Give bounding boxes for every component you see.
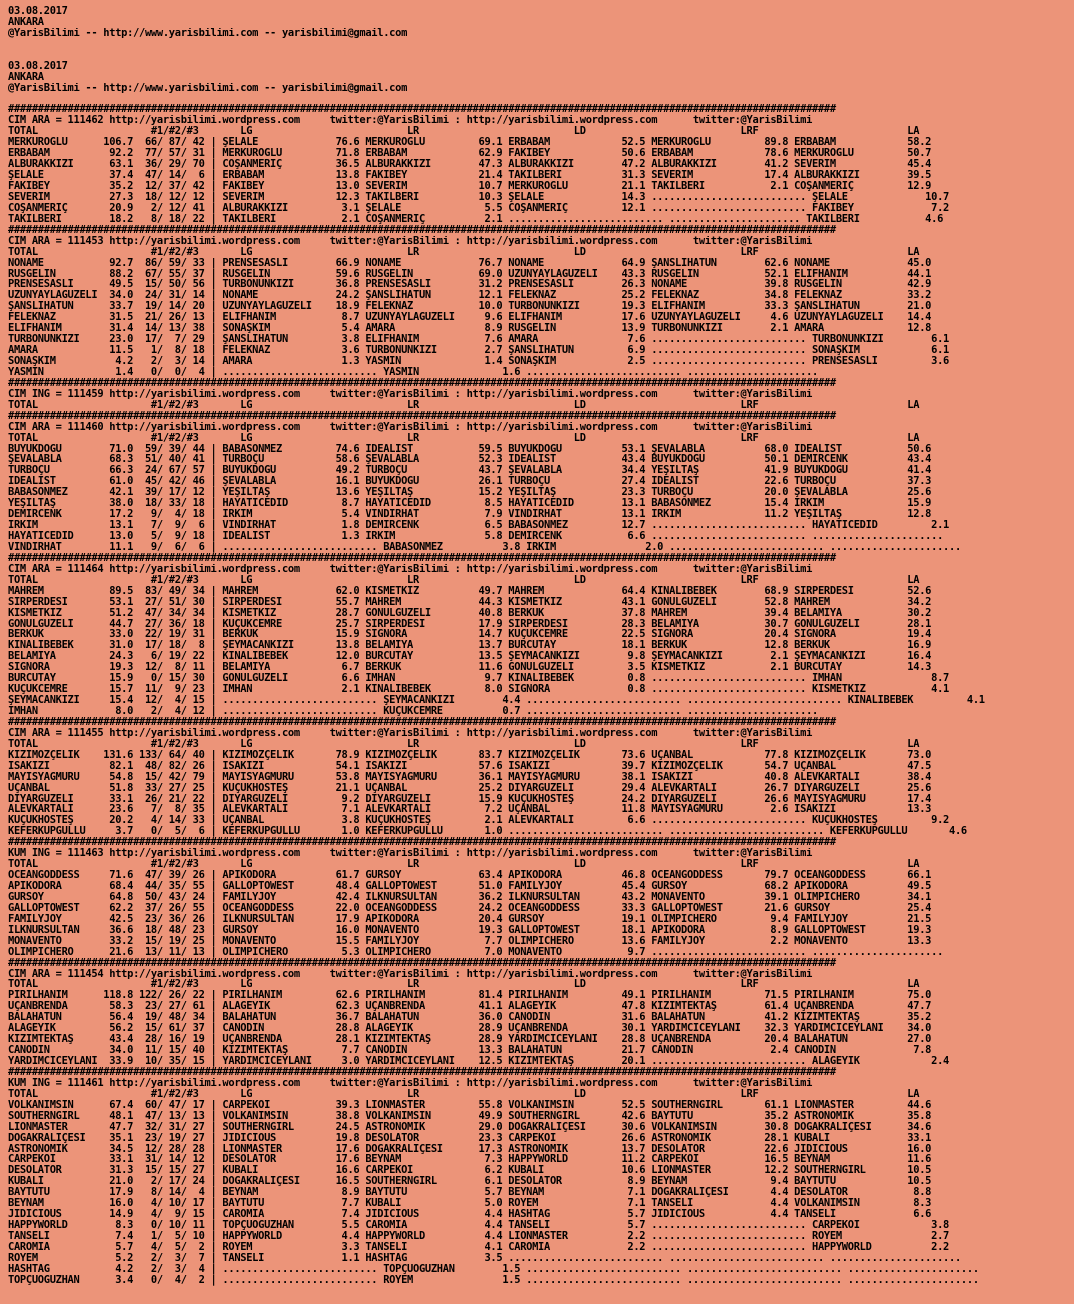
text-line: BUYUKDOĞU 71.0 59/ 39/ 44 | BABASÖNMEZ 74.6 İDEALİST 59.5 BUYUKDOĞU 53.1 ŞEVALABLA 68.0 İDEALİST 50.6 — [8, 443, 932, 455]
text-line: İSAKIZI 82.1 48/ 82/ 26 | İSAKIZI 54.1 İSAKIZI 57.6 İSAKIZI 39.7 KIZIMÖZÇELİK 54.7 UÇANBAL 47.5 — [8, 760, 932, 772]
text-line: KÜÇÜKHOSTEŞ 20.2 4/ 14/ 33 | UÇANBAL 3.8 KÜÇÜKHOSTEŞ 2.1 ALEVKARTALI 6.6 .......................... KÜÇÜKHOSTEŞ 9.2 — [8, 815, 950, 827]
text-line: BERKUK 33.0 22/ 19/ 31 | BERKUK 15.9 SİGNORA 14.7 KÜÇÜKCEMRE 22.5 SİGNORA 20.4 SİGNORA 19.4 — [8, 629, 932, 641]
text-line: MAYISYAĞMURU 54.8 15/ 42/ 79 | MAYISYAĞMURU 53.8 MAYISYAĞMURU 36.1 MAYISYAĞMURU 38.1 İSAKIZI 40.8 ALEVKARTALI 38.4 — [8, 771, 932, 783]
text-line: GALLOPTOWEST 62.2 37/ 26/ 55 | OCEANGODDESS 22.0 OCEANGODDESS 24.2 OCEANGODDESS 33.3 GALLOPTOWEST 21.6 GURSOY 25.4 — [8, 902, 932, 914]
text-line: UZUNYAYLAGÜZELİ 34.0 24/ 31/ 14 | NONAME 24.2 ŞANSLIHATUN 12.1 FELEKNAZ 25.2 FELEKNAZ 34.8 FELEKNAZ 33.2 — [8, 290, 932, 302]
text-line: ########################################################################################################################################### — [8, 1066, 836, 1078]
text-line: FELEKNAZ 31.5 21/ 26/ 13 | ELİFHANIM 8.7 UZUNYAYLAGÜZELİ 9.6 ELİFHANIM 17.6 UZUNYAYLAGÜZELİ 4.6 UZUNYAYLAGÜZELİ 14.4 — [8, 312, 932, 324]
text-line: TOTAL #1/#2/#3 LG LR LD LRF LA — [8, 1088, 920, 1100]
text-line: KÜÇÜKCEMRE 15.7 11/ 9/ 23 | İMHAN 2.1 KINALIBEBEK 8.0 SİGNORA 0.8 .......................... KISMETKIZ 4.1 — [8, 684, 950, 696]
text-line: KEFERKUPGÜLLÜ 3.7 0/ 5/ 6 | KEFERKUPGÜLLÜ 1.0 KEFERKUPGÜLLÜ 1.0 .......................... .......................... KEFERKUPGÜLLÜ 4.6 — [8, 826, 967, 838]
text-line: TOTAL #1/#2/#3 LG LR LD LRF LA — [8, 859, 920, 871]
text-line: BEYNAM 16.0 4/ 10/ 17 | BAYTUTU 7.7 KUBALI 5.0 ROYEM 7.1 TANSELİ 4.4 VOLKANIMSIN 8.3 — [8, 1198, 932, 1210]
text-line: HAPPYWORLD 8.3 0/ 10/ 11 | TOPÇUOĞUZHAN 5.5 CAROMIA 4.4 TANSELİ 5.7 .......................... CARPEKOI 3.8 — [8, 1220, 950, 1231]
text-line: BABASÖNMEZ 42.1 39/ 17/ 12 | YEŞİLTAŞ 13.6 YEŞİLTAŞ 15.2 YEŞİLTAŞ 23.3 TURBOÇU 20.0 ŞEVALABLA 25.6 — [8, 487, 932, 499]
text-line: KUM ING = 111463 http://yarisbilimi.wordpress.com twitter:@YarisBilimi : http://yarisbilimi.wordpress.com twitter:@YarisBilimi — [8, 848, 813, 860]
text-line: ANKARA — [8, 71, 44, 83]
text-line: ########################################################################################################################################### — [8, 104, 836, 116]
text-line: CIM ARA = 111455 http://yarisbilimi.wordpress.com twitter:@YarisBilimi : http://yarisbilimi.wordpress.com twitter:@YarisBilimi — [8, 727, 813, 739]
text-line: SONAŞKIM 4.2 2/ 3/ 14 | AMARA 1.3 YASMIN 1.4 SONAŞKIM 2.5 .......................... PRENSESASLI 3.6 — [8, 356, 950, 367]
text-line: TOTAL #1/#2/#3 LG LR LD LRF LA — [8, 399, 920, 411]
text-line: CIM ARA = 111460 http://yarisbilimi.wordpress.com twitter:@YarisBilimi : http://yarisbilimi.wordpress.com twitter:@YarisBilimi — [8, 421, 813, 433]
text-line: IRKIM 13.1 7/ 9/ 6 | VİNDİRHAT 1.8 DEMİRCENK 6.5 BABASÖNMEZ 12.7 .......................... HAYATICEDİD 2.1 — [8, 520, 950, 531]
text-line: TOTAL #1/#2/#3 LG LR LD LRF LA — [8, 432, 920, 444]
text-line: KUBALI 21.0 2/ 17/ 24 | DOĞAKRALİÇESİ 16.5 SOUTHERNGIRL 6.1 DESOLATOR 8.9 BEYNAM 9.4 BAYTUTU 10.5 — [8, 1176, 932, 1188]
text-line: ERBABAM 92.2 77/ 57/ 31 | MERKÜROĞLU 71.8 ERBABAM 62.9 FAKIBEY 50.6 ERBABAM 78.6 MERKÜROĞLU 50.7 — [8, 148, 932, 160]
text-line: NONAME 92.7 86/ 59/ 33 | PRENSESASLI 66.9 NONAME 76.7 NONAME 64.9 ŞANSLIHATUN 62.6 NONAME 45.0 — [8, 257, 932, 269]
text-line: HAYATICEDİD 13.0 5/ 9/ 18 | İDEALİST 1.3 IRKIM 5.8 DEMİRCENK 6.6 .......................... ...................... — [8, 531, 944, 542]
text-line: ŞEYMACANKIZI 15.4 12/ 4/ 15 | .......................... ŞEYMACANKIZI 4.4 .......................... .......................... KINALIBEBEK 4.1 — [8, 695, 985, 706]
text-line: ASTRONOMİK 34.5 12/ 28/ 28 | LIONMASTER 17.6 DOĞAKRALİÇESİ 17.3 ASTRONOMİK 13.7 DESOLATOR 22.6 JIDICIOUS 16.0 — [8, 1143, 932, 1155]
text-line: ########################################################################################################################################### — [8, 716, 836, 728]
text-line: VİNDİRHAT 11.1 9/ 6/ 6 | .......................... BABASÖNMEZ 3.8 IRKIM 2.0 .......................... ...................... — [8, 541, 961, 553]
text-line: TAKILBERİ 18.2 8/ 18/ 22 | TAKILBERİ 2.1 COŞANMERİÇ 2.1 .......................... ...................... TAKILBERİ 4.6 — [8, 213, 944, 225]
text-line: ########################################################################################################################################### — [8, 224, 836, 236]
text-line: SEVERİM 27.3 18/ 12/ 12 | SEVERİM 12.3 TAKILBERİ 10.3 ŞELALE 14.3 .......................... ŞELALE 10.7 — [8, 191, 950, 203]
text-line: DESOLATOR 31.3 15/ 15/ 27 | KUBALI 16.6 CARPEKOI 6.2 KUBALI 10.6 LIONMASTER 12.2 SOUTHERNGIRL 10.5 — [8, 1165, 932, 1177]
text-line: FAKIBEY 35.2 12/ 37/ 42 | FAKIBEY 13.0 SEVERİM 10.7 MERKÜROĞLU 21.1 TAKILBERİ 2.1 COŞANMERİÇ 12.9 — [8, 181, 932, 192]
text-line: 03.08.2017 — [8, 6, 68, 17]
text-line: TOTAL #1/#2/#3 LG LR LD LRF LA — [8, 738, 920, 750]
text-line: OCEANGODDESS 71.6 47/ 39/ 26 | APIKODORA 61.7 GURSOY 63.4 APIKODORA 46.8 OCEANGODDESS 79.7 OCEANGODDESS 66.1 — [8, 870, 932, 881]
text-line: TURBONUNKIZI 23.0 17/ 7/ 29 | ŞANSLIHATUN 3.8 ELİFHANIM 7.6 AMARA 7.6 .......................... TURBONUNKIZI 6.1 — [8, 334, 950, 346]
text-line: BURCUTAY 15.9 0/ 15/ 30 | GÖNÜLGÜZELİ 6.6 İMHAN 9.7 KINALIBEBEK 0.8 .......................... İMHAN 8.7 — [8, 673, 950, 685]
text-line: CANODİN 34.0 11/ 15/ 40 | KIZIMTEKTAŞ 7.7 CANODİN 13.3 BALAHATUN 21.7 CANODİN 2.4 CANODİN 7.8 — [8, 1045, 932, 1056]
text-line: TOTAL #1/#2/#3 LG LR LD LRF LA — [8, 126, 920, 138]
text-line: TOTAL #1/#2/#3 LG LR LD LRF LA — [8, 246, 920, 258]
text-line: GURSOY 64.8 50/ 43/ 24 | FAMILYJOY 42.4 İLKNURSULTAN 36.2 İLKNURSULTAN 43.2 MONAVENTO 39.1 OLIMPICHERO 34.1 — [8, 891, 932, 903]
text-line: UÇANBAL 51.8 33/ 27/ 25 | KÜÇÜKHOSTEŞ 21.1 UÇANBAL 25.2 DİYARGÜZELİ 29.4 ALEVKARTALI 26.7 DİYARGÜZELİ 25.6 — [8, 782, 932, 794]
text-line: PIRILHANIM 118.8 122/ 26/ 22 | PIRILHANIM 62.6 PIRILHANIM 81.4 PIRILHANIM 49.1 PIRILHANIM 71.5 PIRILHANIM 75.0 — [8, 990, 932, 1002]
text-line: KIZIMÖZÇELİK 131.6 133/ 64/ 40 | KIZIMÖZÇELİK 78.9 KIZIMÖZÇELİK 83.7 KIZIMÖZÇELİK 73.6 UÇANBAL 77.8 KIZIMÖZÇELİK 73.0 — [8, 749, 932, 761]
text-line: BAYTUTU 17.9 8/ 14/ 4 | BEYNAM 8.9 BAYTUTU 5.7 BEYNAM 7.1 DOĞAKRALİÇESİ 4.4 DESOLATOR 8.8 — [8, 1187, 932, 1199]
text-line: DİYARGÜZELİ 33.1 26/ 21/ 22 | DİYARGÜZELİ 9.2 DİYARGÜZELİ 15.9 KÜÇÜKHOSTEŞ 24.2 DİYARGÜZELİ 26.6 MAYISYAĞMURU 17.4 — [8, 793, 932, 805]
text-line: CAROMIA 5.7 4/ 5/ 2 | ROYEM 3.3 TANSELİ 4.1 CAROMIA 2.2 .......................... HAPPYWORLD 2.2 — [8, 1241, 950, 1253]
text-line: @YarisBilimi -- http://www.yarisbilimi.com -- yarisbilimi@gmail.com — [8, 82, 408, 94]
text-line: ########################################################################################################################################### — [8, 552, 836, 564]
text-line: JIDICIOUS 14.9 4/ 9/ 15 | CAROMIA 7.4 JIDICIOUS 4.4 HASHTAĞ 5.7 JIDICIOUS 4.4 TANSELİ 6.6 — [8, 1209, 932, 1221]
text-line: VOLKANIMSIN 67.4 60/ 47/ 17 | CARPEKOI 39.3 LIONMASTER 55.8 VOLKANIMSIN 52.5 SOUTHERNGIRL 61.1 LIONMASTER 44.6 — [8, 1099, 932, 1111]
text-line: KUM ING = 111461 http://yarisbilimi.wordpress.com twitter:@YarisBilimi : http://yarisbilimi.wordpress.com twitter:@YarisBilimi — [8, 1077, 813, 1089]
text-line: ELİFHANIM 31.4 14/ 13/ 38 | SONAŞKIM 5.4 AMARA 8.9 RUSGELİN 13.9 TURBONUNKIZI 2.1 AMARA 12.8 — [8, 323, 932, 335]
text-line: AMARA 11.5 1/ 8/ 18 | FELEKNAZ 3.6 TURBONUNKIZI 2.7 ŞANSLIHATUN 6.9 .......................... SONAŞKIM 6.1 — [8, 345, 950, 356]
text-line: FAMILYJOY 42.5 23/ 36/ 26 | İLKNURSULTAN 17.9 APIKODORA 20.4 GURSOY 19.1 OLIMPICHERO 9.4 FAMILYJOY 21.5 — [8, 913, 932, 925]
text-line: KISMETKIZ 51.2 47/ 34/ 34 | KISMETKIZ 28.7 GÖNÜLGÜZELİ 40.8 BERKUK 37.8 MAHREM 39.4 BELAMIYA 30.2 — [8, 607, 932, 619]
text-line: HASHTAĞ 4.2 2/ 3/ 4 | .......................... TOPÇUOĞUZHAN 1.5 .......................... .......................... ...................... — [8, 1263, 979, 1275]
text-line: YARDIMCICEYLANI 33.9 10/ 35/ 15 | YARDIMCICEYLANI 3.0 YARDIMCICEYLANI 12.5 KIZIMTEKTAŞ 20.1 .......................... ALAGEYİK 2.4 — [8, 1056, 950, 1067]
text-line: TANSELİ 7.4 1/ 5/ 10 | HAPPYWORLD 4.4 HAPPYWORLD 4.4 LIONMASTER 2.2 .......................... ROYEM 2.7 — [8, 1231, 950, 1242]
text-line: CARPEKOI 33.1 31/ 14/ 12 | DESOLATOR 17.6 BEYNAM 7.3 HAPPYWORLD 11.2 CARPEKOI 16.5 BEYNAM 11.6 — [8, 1154, 932, 1166]
text-line: TOTAL #1/#2/#3 LG LR LD LRF LA — [8, 979, 920, 991]
text-line: TOPÇUOĞUZHAN 3.4 0/ 4/ 2 | .......................... ROYEM 1.5 .......................... .......................... ...................... — [8, 1274, 979, 1286]
text-line: OLIMPICHERO 21.6 13/ 11/ 13 | OLIMPICHERO 5.3 OLIMPICHERO 7.0 MONAVENTO 9.7 .......................... ...................... — [8, 946, 944, 958]
text-line: BALAHATUN 56.4 19/ 48/ 34 | BALAHATUN 36.7 BALAHATUN 36.0 CANODİN 31.6 BALAHATUN 41.2 KIZIMTEKTAŞ 35.2 — [8, 1012, 932, 1024]
text-line: DOĞAKRALİÇESİ 35.1 23/ 19/ 27 | JIDICIOUS 19.8 DESOLATOR 23.3 CARPEKOI 26.6 ASTRONOMİK 28.1 KUBALI 33.1 — [8, 1132, 932, 1144]
text-line: İLKNURSULTAN 36.6 18/ 48/ 23 | GURSOY 16.0 MONAVENTO 19.3 GALLOPTOWEST 18.1 APIKODORA 8.9 GALLOPTOWEST 19.3 — [8, 924, 932, 936]
text-line: PRENSESASLI 49.5 15/ 50/ 56 | TURBONUNKIZI 36.8 PRENSESASLI 31.2 PRENSESASLI 26.3 NONAME 39.8 RUSGELİN 42.9 — [8, 279, 932, 291]
text-line — [8, 94, 1068, 105]
text-line: ########################################################################################################################################### — [8, 837, 836, 849]
text-line: GÖNÜLGÜZELİ 44.7 27/ 36/ 18 | KÜÇÜKCEMRE 25.7 SIRPERDESİ 17.9 SIRPERDESİ 28.3 BELAMIYA 30.7 GÖNÜLGÜZELİ 28.1 — [8, 618, 932, 630]
text-line: ALAGEYİK 56.2 15/ 61/ 37 | CANODİN 28.8 ALAGEYİK 28.9 UÇANBRENDA 30.1 YARDIMCICEYLANI 32.3 YARDIMCICEYLANI 34.0 — [8, 1023, 932, 1035]
text-line: LIONMASTER 47.7 32/ 31/ 27 | SOUTHERNGIRL 24.5 ASTRONOMİK 29.0 DOĞAKRALİÇESİ 30.6 VOLKANIMSIN 30.8 DOĞAKRALİÇESİ 34.6 — [8, 1121, 932, 1133]
text-line: CIM ARA = 111464 http://yarisbilimi.wordpress.com twitter:@YarisBilimi : http://yarisbilimi.wordpress.com twitter:@YarisBilimi — [8, 563, 813, 575]
text-line: ########################################################################################################################################### — [8, 957, 836, 969]
text-line: UÇANBRENDA 58.3 23/ 27/ 61 | ALAGEYİK 62.3 UÇANBRENDA 41.1 ALAGEYİK 47.8 KIZIMTEKTAŞ 61.4 UÇANBRENDA 47.7 — [8, 1001, 932, 1013]
text-line — [8, 50, 1068, 61]
text-line: ALBURAKKIZI 63.1 36/ 29/ 70 | COŞANMERİÇ 36.5 ALBURAKKIZI 47.3 ALBURAKKIZI 47.2 ALBURAKKIZI 41.2 SEVERİM 45.4 — [8, 159, 932, 171]
text-line: ROYEM 5.2 2/ 3/ 7 | TANSELİ 1.1 HASHTAĞ 3.5 .......................... .......................... ...................... — [8, 1252, 961, 1264]
text-line: ALEVKARTALI 23.6 7/ 8/ 35 | ALEVKARTALI 7.1 ALEVKARTALI 7.2 UÇANBAL 11.8 MAYISYAĞMURU 2.6 İSAKIZI 13.3 — [8, 804, 932, 816]
text-line: CIM ING = 111459 http://yarisbilimi.wordpress.com twitter:@YarisBilimi : http://yarisbilimi.wordpress.com twitter:@YarisBilimi — [8, 388, 813, 400]
text-line: ŞANSLIHATUN 33.7 19/ 14/ 20 | UZUNYAYLAGÜZELİ 18.9 FELEKNAZ 10.0 TURBONUNKIZI 19.3 ELİFHANIM 33.3 ŞANSLIHATUN 21.0 — [8, 301, 932, 313]
text-line: 03.08.2017 — [8, 60, 68, 72]
text-line: İDEALİST 61.0 45/ 42/ 46 | ŞEVALABLA 16.1 BUYUKDOĞU 26.1 TURBOÇU 27.4 İDEALİST 22.6 TURBOÇU 37.3 — [8, 476, 932, 488]
text-line: ########################################################################################################################################### — [8, 410, 836, 422]
text-line: MERKÜROĞLU 106.7 66/ 87/ 42 | ŞELALE 76.6 MERKÜROĞLU 69.1 ERBABAM 52.5 MERKÜROĞLU 89.8 ERBABAM 58.2 — [8, 137, 932, 149]
text-line: ŞELALE 37.4 47/ 14/ 6 | ERBABAM 13.8 FAKIBEY 21.4 TAKILBERİ 31.3 SEVERİM 17.4 ALBURAKKIZI 39.5 — [8, 170, 932, 181]
text-line: CIM ARA = 111453 http://yarisbilimi.wordpress.com twitter:@YarisBilimi : http://yarisbilimi.wordpress.com twitter:@YarisBilimi — [8, 235, 813, 247]
text-line: BELAMIYA 24.3 6/ 19/ 22 | KINALIBEBEK 12.0 BURCUTAY 13.5 ŞEYMACANKIZI 9.8 ŞEYMACANKIZI 2.1 ŞEYMACANKIZI 16.4 — [8, 651, 932, 663]
text-line: MAHREM 89.5 83/ 49/ 34 | MAHREM 62.0 KISMETKIZ 49.7 MAHREM 64.4 KINALIBEBEK 68.9 SIRPERDESİ 52.6 — [8, 585, 932, 597]
text-line: RUSGELİN 88.2 67/ 55/ 37 | RUSGELİN 59.6 RUSGELİN 69.0 UZUNYAYLAGÜZELİ 43.3 RUSGELİN 52.1 ELİFHANIM 44.1 — [8, 268, 932, 280]
text-line: MONAVENTO 33.2 15/ 19/ 25 | MONAVENTO 15.5 FAMILYJOY 7.7 OLIMPICHERO 13.6 FAMILYJOY 2.2 MONAVENTO 13.3 — [8, 935, 932, 947]
text-line: TURBOÇU 66.3 24/ 67/ 57 | BUYUKDOĞU 49.2 TURBOÇU 43.7 ŞEVALABLA 34.4 YEŞİLTAŞ 41.9 BUYUKDOĞU 41.4 — [8, 465, 932, 477]
text-line: YASMIN 1.4 0/ 0/ 4 | .......................... YASMIN 1.6 .......................... ...................... — [8, 366, 818, 378]
text-line: YEŞİLTAŞ 38.0 18/ 33/ 18 | HAYATICEDİD 8.7 HAYATICEDİD 8.5 HAYATICEDİD 13.1 BABASÖNMEZ 15.4 İRKIM 15.9 — [8, 498, 932, 510]
text-line: TOTAL #1/#2/#3 LG LR LD LRF LA — [8, 574, 920, 586]
text-line: @YarisBilimi -- http://www.yarisbilimi.com -- yarisbilimi@gmail.com — [8, 27, 408, 39]
text-line: SIRPERDESİ 53.1 27/ 51/ 30 | SIRPERDESİ 55.7 MAHREM 44.3 KISMETKIZ 43.1 GÖNÜLGÜZELİ 52.8 MAHREM 34.2 — [8, 596, 932, 608]
text-line: SİGNORA 19.3 12/ 8/ 11 | BELAMIYA 6.7 BERKUK 11.6 GÖNÜLGÜZELİ 3.5 KISMETKIZ 2.1 BURCUTAY 14.3 — [8, 662, 932, 674]
text-line — [8, 39, 1068, 50]
text-line: İMHAN 8.0 2/ 4/ 12 | .......................... KÜÇÜKCEMRE 0.7 .......................... ...................... — [8, 706, 818, 717]
text-line: KINALIBEBEK 31.0 17/ 18/ 8 | ŞEYMACANKIZI 13.8 BELAMIYA 13.7 BURCUTAY 18.1 BERKUK 12.8 BERKUK 16.9 — [8, 640, 932, 652]
text-line: ########################################################################################################################################### — [8, 377, 836, 389]
text-line: ANKARA — [8, 16, 44, 28]
text-line: CIM ARA = 111462 http://yarisbilimi.wordpress.com twitter:@YarisBilimi : http://yarisbilimi.wordpress.com twitter:@YarisBilimi — [8, 115, 813, 127]
race-report-text — [8, 6, 1068, 1286]
text-line: SOUTHERNGIRL 48.1 47/ 13/ 13 | VOLKANIMSIN 38.8 VOLKANIMSIN 49.9 SOUTHERNGIRL 42.6 BAYTUTU 35.2 ASTRONOMİK 35.8 — [8, 1110, 932, 1122]
text-line: DEMİRCENK 17.2 9/ 4/ 18 | IRKIM 5.4 VİNDİRHAT 7.9 VİNDİRHAT 13.1 IRKIM 11.2 YEŞİLTAŞ 12.8 — [8, 509, 932, 521]
text-line: ŞEVALABLA 68.3 51/ 40/ 41 | TURBOÇU 58.6 ŞEVALABLA 52.3 İDEALİST 43.4 BUYUKDOĞU 50.1 DEMİRCENK 43.4 — [8, 454, 932, 466]
text-line: COŞANMERİÇ 20.9 2/ 12/ 41 | ALBURAKKIZI 3.1 ŞELALE 5.5 COŞANMERİÇ 12.1 .......................... FAKIBEY 7.2 — [8, 202, 950, 214]
text-line: CIM ARA = 111454 http://yarisbilimi.wordpress.com twitter:@YarisBilimi : http://yarisbilimi.wordpress.com twitter:@YarisBilimi — [8, 968, 813, 980]
text-line: APIKODORA 68.4 44/ 35/ 55 | GALLOPTOWEST 48.4 GALLOPTOWEST 51.0 FAMILYJOY 45.4 GURSOY 68.2 APIKODORA 49.5 — [8, 881, 932, 892]
text-line: KIZIMTEKTAŞ 43.4 28/ 16/ 19 | UÇANBRENDA 28.1 KIZIMTEKTAŞ 28.9 YARDIMCICEYLANI 28.8 UÇANBRENDA 20.4 BALAHATUN 27.0 — [8, 1034, 932, 1046]
